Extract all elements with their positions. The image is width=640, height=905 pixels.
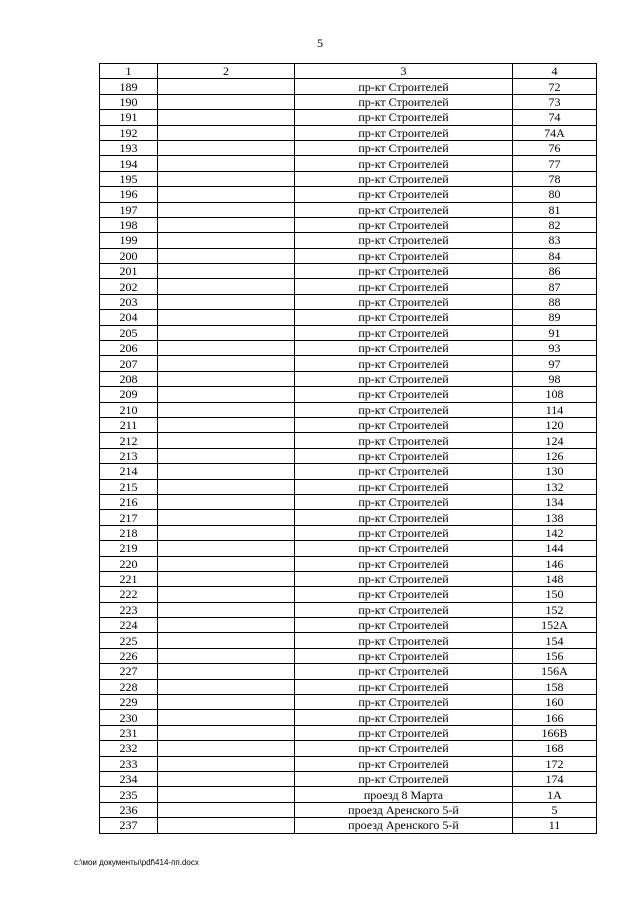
- table-row: [100, 341, 597, 356]
- table-row: [100, 264, 597, 279]
- empty-cell: [158, 187, 295, 202]
- street-cell: пр-кт Строителей: [295, 571, 513, 586]
- row-number-cell: 209: [100, 387, 158, 402]
- house-number-cell: 5: [513, 802, 597, 817]
- empty-cell: [158, 140, 295, 155]
- empty-cell: [158, 541, 295, 556]
- empty-cell: [158, 433, 295, 448]
- empty-cell: [158, 279, 295, 294]
- table-row: [100, 387, 597, 402]
- row-number-cell: 219: [100, 541, 158, 556]
- house-number-cell: 88: [513, 294, 597, 309]
- house-number-cell: 81: [513, 202, 597, 217]
- house-number-cell: 132: [513, 479, 597, 494]
- street-cell: пр-кт Строителей: [295, 618, 513, 633]
- row-number-cell: 208: [100, 371, 158, 386]
- street-cell: пр-кт Строителей: [295, 187, 513, 202]
- empty-cell: [158, 310, 295, 325]
- empty-cell: [158, 448, 295, 463]
- table-row: [100, 448, 597, 463]
- street-cell: пр-кт Строителей: [295, 464, 513, 479]
- table-row: [100, 802, 597, 817]
- street-cell: пр-кт Строителей: [295, 279, 513, 294]
- empty-cell: [158, 741, 295, 756]
- street-cell: пр-кт Строителей: [295, 448, 513, 463]
- table-row: [100, 79, 597, 94]
- empty-cell: [158, 125, 295, 140]
- table-row: [100, 156, 597, 171]
- street-cell: пр-кт Строителей: [295, 202, 513, 217]
- house-number-cell: 93: [513, 341, 597, 356]
- street-cell: пр-кт Строителей: [295, 725, 513, 740]
- empty-cell: [158, 510, 295, 525]
- row-number-cell: 212: [100, 433, 158, 448]
- street-cell: пр-кт Строителей: [295, 140, 513, 155]
- row-number-cell: 231: [100, 725, 158, 740]
- empty-cell: [158, 602, 295, 617]
- house-number-cell: 156А: [513, 664, 597, 679]
- house-number-cell: 73: [513, 94, 597, 109]
- street-cell: пр-кт Строителей: [295, 494, 513, 509]
- row-number-cell: 193: [100, 140, 158, 155]
- empty-cell: [158, 525, 295, 540]
- empty-cell: [158, 294, 295, 309]
- house-number-cell: 91: [513, 325, 597, 340]
- row-number-cell: 225: [100, 633, 158, 648]
- empty-cell: [158, 725, 295, 740]
- street-cell: пр-кт Строителей: [295, 710, 513, 725]
- house-number-cell: 108: [513, 387, 597, 402]
- table-row: [100, 510, 597, 525]
- table-header-row: [100, 64, 597, 79]
- street-cell: пр-кт Строителей: [295, 325, 513, 340]
- empty-cell: [158, 402, 295, 417]
- row-number-cell: 192: [100, 125, 158, 140]
- table-row: [100, 679, 597, 694]
- street-cell: пр-кт Строителей: [295, 417, 513, 432]
- empty-cell: [158, 802, 295, 817]
- column-header: 3: [295, 64, 513, 79]
- street-cell: пр-кт Строителей: [295, 525, 513, 540]
- house-number-cell: 89: [513, 310, 597, 325]
- row-number-cell: 220: [100, 556, 158, 571]
- table-row: [100, 294, 597, 309]
- street-cell: пр-кт Строителей: [295, 310, 513, 325]
- street-cell: проезд Аренского 5-й: [295, 818, 513, 833]
- street-cell: пр-кт Строителей: [295, 633, 513, 648]
- table-row: [100, 494, 597, 509]
- row-number-cell: 203: [100, 294, 158, 309]
- house-number-cell: 86: [513, 264, 597, 279]
- row-number-cell: 237: [100, 818, 158, 833]
- row-number-cell: 213: [100, 448, 158, 463]
- street-cell: пр-кт Строителей: [295, 171, 513, 186]
- table-row: [100, 479, 597, 494]
- house-number-cell: 142: [513, 525, 597, 540]
- street-cell: пр-кт Строителей: [295, 602, 513, 617]
- empty-cell: [158, 248, 295, 263]
- table-row: [100, 417, 597, 432]
- house-number-cell: 152А: [513, 618, 597, 633]
- empty-cell: [158, 679, 295, 694]
- house-number-cell: 166: [513, 710, 597, 725]
- empty-cell: [158, 264, 295, 279]
- row-number-cell: 214: [100, 464, 158, 479]
- house-number-cell: 168: [513, 741, 597, 756]
- table-row: [100, 648, 597, 663]
- street-cell: пр-кт Строителей: [295, 217, 513, 232]
- empty-cell: [158, 710, 295, 725]
- table-row: [100, 464, 597, 479]
- empty-cell: [158, 756, 295, 771]
- house-number-cell: 80: [513, 187, 597, 202]
- table-row: [100, 725, 597, 740]
- table-row: [100, 356, 597, 371]
- page-number: 5: [317, 36, 323, 50]
- street-cell: пр-кт Строителей: [295, 248, 513, 263]
- house-number-cell: 78: [513, 171, 597, 186]
- table-row: [100, 587, 597, 602]
- house-number-cell: 114: [513, 402, 597, 417]
- row-number-cell: 210: [100, 402, 158, 417]
- empty-cell: [158, 479, 295, 494]
- table-row: [100, 217, 597, 232]
- house-number-cell: 146: [513, 556, 597, 571]
- empty-cell: [158, 79, 295, 94]
- table-row: [100, 310, 597, 325]
- empty-cell: [158, 417, 295, 432]
- row-number-cell: 206: [100, 341, 158, 356]
- row-number-cell: 230: [100, 710, 158, 725]
- house-number-cell: 82: [513, 217, 597, 232]
- street-cell: пр-кт Строителей: [295, 648, 513, 663]
- row-number-cell: 205: [100, 325, 158, 340]
- street-cell: пр-кт Строителей: [295, 479, 513, 494]
- house-number-cell: 130: [513, 464, 597, 479]
- empty-cell: [158, 110, 295, 125]
- table-row: [100, 433, 597, 448]
- table-row: [100, 279, 597, 294]
- house-number-cell: 138: [513, 510, 597, 525]
- row-number-cell: 198: [100, 217, 158, 232]
- empty-cell: [158, 387, 295, 402]
- house-number-cell: 83: [513, 233, 597, 248]
- street-cell: пр-кт Строителей: [295, 110, 513, 125]
- row-number-cell: 233: [100, 756, 158, 771]
- house-number-cell: 156: [513, 648, 597, 663]
- empty-cell: [158, 571, 295, 586]
- street-cell: пр-кт Строителей: [295, 156, 513, 171]
- table-body: [100, 79, 597, 833]
- table-row: [100, 402, 597, 417]
- row-number-cell: 199: [100, 233, 158, 248]
- house-number-cell: 166В: [513, 725, 597, 740]
- table-row: [100, 171, 597, 186]
- house-number-cell: 134: [513, 494, 597, 509]
- house-number-cell: 174: [513, 771, 597, 786]
- street-cell: пр-кт Строителей: [295, 741, 513, 756]
- empty-cell: [158, 356, 295, 371]
- table-row: [100, 556, 597, 571]
- house-number-cell: 76: [513, 140, 597, 155]
- footer-file-path: c:\мои документы\pdf\414-пп.docx: [74, 858, 199, 867]
- column-header: 4: [513, 64, 597, 79]
- table-row: [100, 618, 597, 633]
- street-cell: пр-кт Строителей: [295, 756, 513, 771]
- table-row: [100, 787, 597, 802]
- table-row: [100, 695, 597, 710]
- row-number-cell: 221: [100, 571, 158, 586]
- house-number-cell: 154: [513, 633, 597, 648]
- street-cell: пр-кт Строителей: [295, 771, 513, 786]
- column-header: 1: [100, 64, 158, 79]
- empty-cell: [158, 156, 295, 171]
- row-number-cell: 222: [100, 587, 158, 602]
- house-number-cell: 74: [513, 110, 597, 125]
- empty-cell: [158, 818, 295, 833]
- table-row: [100, 741, 597, 756]
- house-number-cell: 97: [513, 356, 597, 371]
- row-number-cell: 189: [100, 79, 158, 94]
- empty-cell: [158, 94, 295, 109]
- house-number-cell: 150: [513, 587, 597, 602]
- empty-cell: [158, 371, 295, 386]
- house-number-cell: 172: [513, 756, 597, 771]
- street-cell: пр-кт Строителей: [295, 433, 513, 448]
- row-number-cell: 211: [100, 417, 158, 432]
- street-cell: пр-кт Строителей: [295, 294, 513, 309]
- house-number-cell: 126: [513, 448, 597, 463]
- table-row: [100, 571, 597, 586]
- row-number-cell: 236: [100, 802, 158, 817]
- empty-cell: [158, 633, 295, 648]
- table-row: [100, 110, 597, 125]
- row-number-cell: 226: [100, 648, 158, 663]
- empty-cell: [158, 587, 295, 602]
- house-number-cell: 152: [513, 602, 597, 617]
- table-row: [100, 187, 597, 202]
- row-number-cell: 196: [100, 187, 158, 202]
- table-row: [100, 140, 597, 155]
- table-row: [100, 771, 597, 786]
- row-number-cell: 202: [100, 279, 158, 294]
- street-cell: пр-кт Строителей: [295, 387, 513, 402]
- row-number-cell: 227: [100, 664, 158, 679]
- street-cell: пр-кт Строителей: [295, 541, 513, 556]
- row-number-cell: 235: [100, 787, 158, 802]
- row-number-cell: 215: [100, 479, 158, 494]
- table-row: [100, 125, 597, 140]
- row-number-cell: 204: [100, 310, 158, 325]
- street-cell: пр-кт Строителей: [295, 371, 513, 386]
- row-number-cell: 229: [100, 695, 158, 710]
- table-row: [100, 710, 597, 725]
- row-number-cell: 194: [100, 156, 158, 171]
- row-number-cell: 234: [100, 771, 158, 786]
- address-table: [99, 63, 597, 834]
- empty-cell: [158, 325, 295, 340]
- house-number-cell: 11: [513, 818, 597, 833]
- row-number-cell: 195: [100, 171, 158, 186]
- empty-cell: [158, 494, 295, 509]
- house-number-cell: 124: [513, 433, 597, 448]
- empty-cell: [158, 217, 295, 232]
- empty-cell: [158, 202, 295, 217]
- table-row: [100, 233, 597, 248]
- table-row: [100, 756, 597, 771]
- street-cell: проезд Аренского 5-й: [295, 802, 513, 817]
- house-number-cell: 74А: [513, 125, 597, 140]
- house-number-cell: 77: [513, 156, 597, 171]
- table-row: [100, 94, 597, 109]
- street-cell: проезд 8 Марта: [295, 787, 513, 802]
- house-number-cell: 148: [513, 571, 597, 586]
- empty-cell: [158, 233, 295, 248]
- street-cell: пр-кт Строителей: [295, 356, 513, 371]
- row-number-cell: 200: [100, 248, 158, 263]
- street-cell: пр-кт Строителей: [295, 664, 513, 679]
- row-number-cell: 197: [100, 202, 158, 217]
- empty-cell: [158, 618, 295, 633]
- table-row: [100, 525, 597, 540]
- house-number-cell: 1А: [513, 787, 597, 802]
- empty-cell: [158, 556, 295, 571]
- empty-cell: [158, 787, 295, 802]
- house-number-cell: 158: [513, 679, 597, 694]
- table-row: [100, 633, 597, 648]
- row-number-cell: 207: [100, 356, 158, 371]
- table-row: [100, 371, 597, 386]
- empty-cell: [158, 648, 295, 663]
- empty-cell: [158, 695, 295, 710]
- house-number-cell: 160: [513, 695, 597, 710]
- street-cell: пр-кт Строителей: [295, 510, 513, 525]
- house-number-cell: 72: [513, 79, 597, 94]
- street-cell: пр-кт Строителей: [295, 233, 513, 248]
- house-number-cell: 144: [513, 541, 597, 556]
- street-cell: пр-кт Строителей: [295, 587, 513, 602]
- house-number-cell: 120: [513, 417, 597, 432]
- house-number-cell: 87: [513, 279, 597, 294]
- house-number-cell: 98: [513, 371, 597, 386]
- empty-cell: [158, 664, 295, 679]
- row-number-cell: 223: [100, 602, 158, 617]
- row-number-cell: 228: [100, 679, 158, 694]
- table-row: [100, 602, 597, 617]
- table-row: [100, 325, 597, 340]
- row-number-cell: 201: [100, 264, 158, 279]
- row-number-cell: 217: [100, 510, 158, 525]
- table-row: [100, 818, 597, 833]
- street-cell: пр-кт Строителей: [295, 94, 513, 109]
- street-cell: пр-кт Строителей: [295, 679, 513, 694]
- empty-cell: [158, 464, 295, 479]
- row-number-cell: 216: [100, 494, 158, 509]
- empty-cell: [158, 171, 295, 186]
- table-row: [100, 664, 597, 679]
- table-row: [100, 541, 597, 556]
- row-number-cell: 190: [100, 94, 158, 109]
- row-number-cell: 191: [100, 110, 158, 125]
- street-cell: пр-кт Строителей: [295, 341, 513, 356]
- street-cell: пр-кт Строителей: [295, 695, 513, 710]
- street-cell: пр-кт Строителей: [295, 79, 513, 94]
- street-cell: пр-кт Строителей: [295, 125, 513, 140]
- street-cell: пр-кт Строителей: [295, 264, 513, 279]
- street-cell: пр-кт Строителей: [295, 402, 513, 417]
- column-header: 2: [158, 64, 295, 79]
- row-number-cell: 224: [100, 618, 158, 633]
- house-number-cell: 84: [513, 248, 597, 263]
- empty-cell: [158, 771, 295, 786]
- table-row: [100, 248, 597, 263]
- row-number-cell: 232: [100, 741, 158, 756]
- table-row: [100, 202, 597, 217]
- street-cell: пр-кт Строителей: [295, 556, 513, 571]
- empty-cell: [158, 341, 295, 356]
- row-number-cell: 218: [100, 525, 158, 540]
